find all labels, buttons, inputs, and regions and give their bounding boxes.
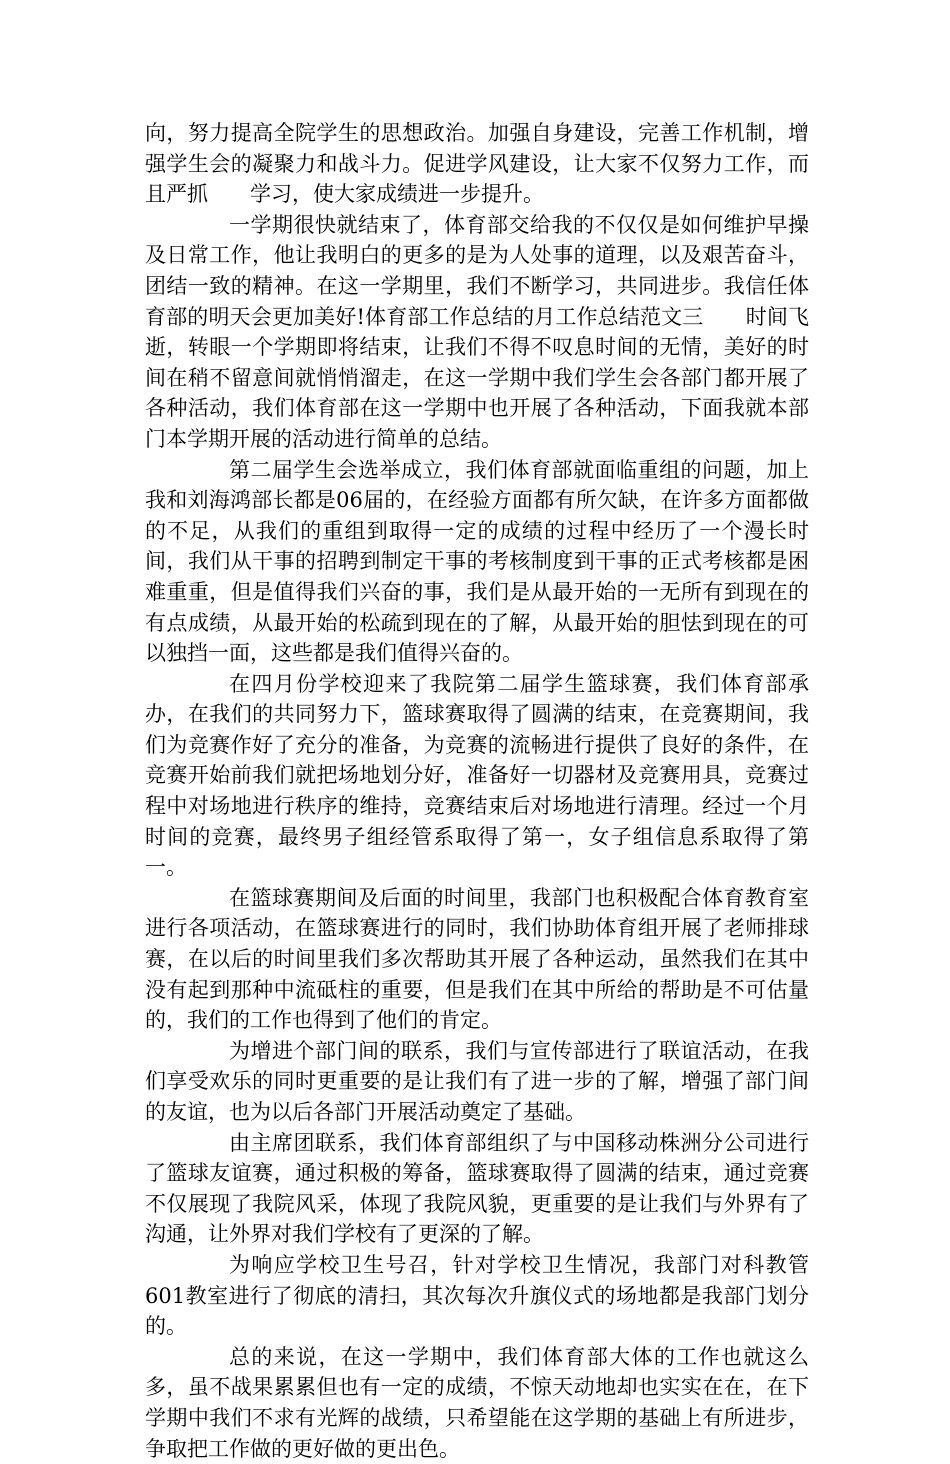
- document-page: [145, 118, 809, 1464]
- paragraph-9: 总的来说，在这一学期中，我们体育部大体的工作也就这么多，虽不战果累累但也有一定的成绩，不惊天动地却也实实在在，在下学期中我们不求有光辉的战绩，只希望能在这学期的基础上有所进步，争取把工作做的更好做的更出色。: [145, 1344, 809, 1461]
- paragraph-7: 由主席团联系，我们体育部组织了与中国移动株洲分公司进行了篮球友谊赛，通过积极的筹备，篮球赛取得了圆满的结束，通过竞赛不仅展现了我院风采，体现了我院风貌，更重要的是让我们与外界有了沟通，让外界对我们学校有了更深的了解。: [145, 1130, 809, 1247]
- paragraph-3: 第二届学生会选举成立，我们体育部就面临重组的问题，加上我和刘海鸿部长都是06届的，在经验方面都有所欠缺，在许多方面都做的不足，从我们的重组到取得一定的成绩的过程中经历了一个漫长时间，我们从干事的招聘到制定干事的考核制度到干事的正式考核都是困难重重，但是值得我们兴奋的事，我们是从最开始的一无所有到现在的有点成绩，从最开始的松疏到现在的了解，从最开始的胆怯到现在的可以独挡一面，这些都是我们值得兴奋的。: [145, 457, 809, 666]
- paragraph-4: 在四月份学校迎来了我院第二届学生篮球赛，我们体育部承办，在我们的共同努力下，篮球赛取得了圆满的结束，在竞赛期间，我们为竞赛作好了充分的准备，为竞赛的流畅进行提供了良好的条件，在竞赛开始前我们就把场地划分好，准备好一切器材及竞赛用具，竞赛过程中对场地进行秩序的维持，竞赛结束后对场地进行清理。经过一个月时间的竞赛，最终男子组经管系取得了第一，女子组信息系取得了第一。: [145, 671, 809, 880]
- paragraph-2: 一学期很快就结束了，体育部交给我的不仅仅是如何维护早操及日常工作，他让我明白的更多的是为人处事的道理，以及艰苦奋斗，团结一致的精神。在这一学期里，我们不断学习，共同进步。我信任体育部的明天会更加美好!体育部工作总结的月工作总结范文三 时间飞逝，转眼一个学期即将结束，让我们不得不叹息时间的无情，美好的时间在稍不留意间就悄悄溜走，在这一学期中我们学生会各部门都开展了各种活动，我们体育部在这一学期中也开展了各种活动，下面我就本部门本学期开展的活动进行简单的总结。: [145, 212, 809, 451]
- paragraph-8: 为响应学校卫生号召，针对学校卫生情况，我部门对科教管601教室进行了彻底的清扫，其次每次升旗仪式的场地都是我部门划分的。: [145, 1252, 809, 1339]
- paragraph-5: 在篮球赛期间及后面的时间里，我部门也积极配合体育教育室进行各项活动，在篮球赛进行的同时，我们协助体育组开展了老师排球赛，在以后的时间里我们多次帮助其开展了各种运动，虽然我们在其中没有起到那种中流砥柱的重要，但是我们在其中所给的帮助是不可估量的，我们的工作也得到了他们的肯定。: [145, 885, 809, 1033]
- paragraph-6: 为增进个部门间的联系，我们与宣传部进行了联谊活动，在我们享受欢乐的同时更重要的是让我们有了进一步的了解，增强了部门间的友谊，也为以后各部门开展活动奠定了基础。: [145, 1038, 809, 1124]
- paragraph-1: 向，努力提高全院学生的思想政治。加强自身建设，完善工作机制，增强学生会的凝聚力和战斗力。促进学风建设，让大家不仅努力工作，而且严抓 学习，使大家成绩进一步提升。: [145, 121, 809, 207]
